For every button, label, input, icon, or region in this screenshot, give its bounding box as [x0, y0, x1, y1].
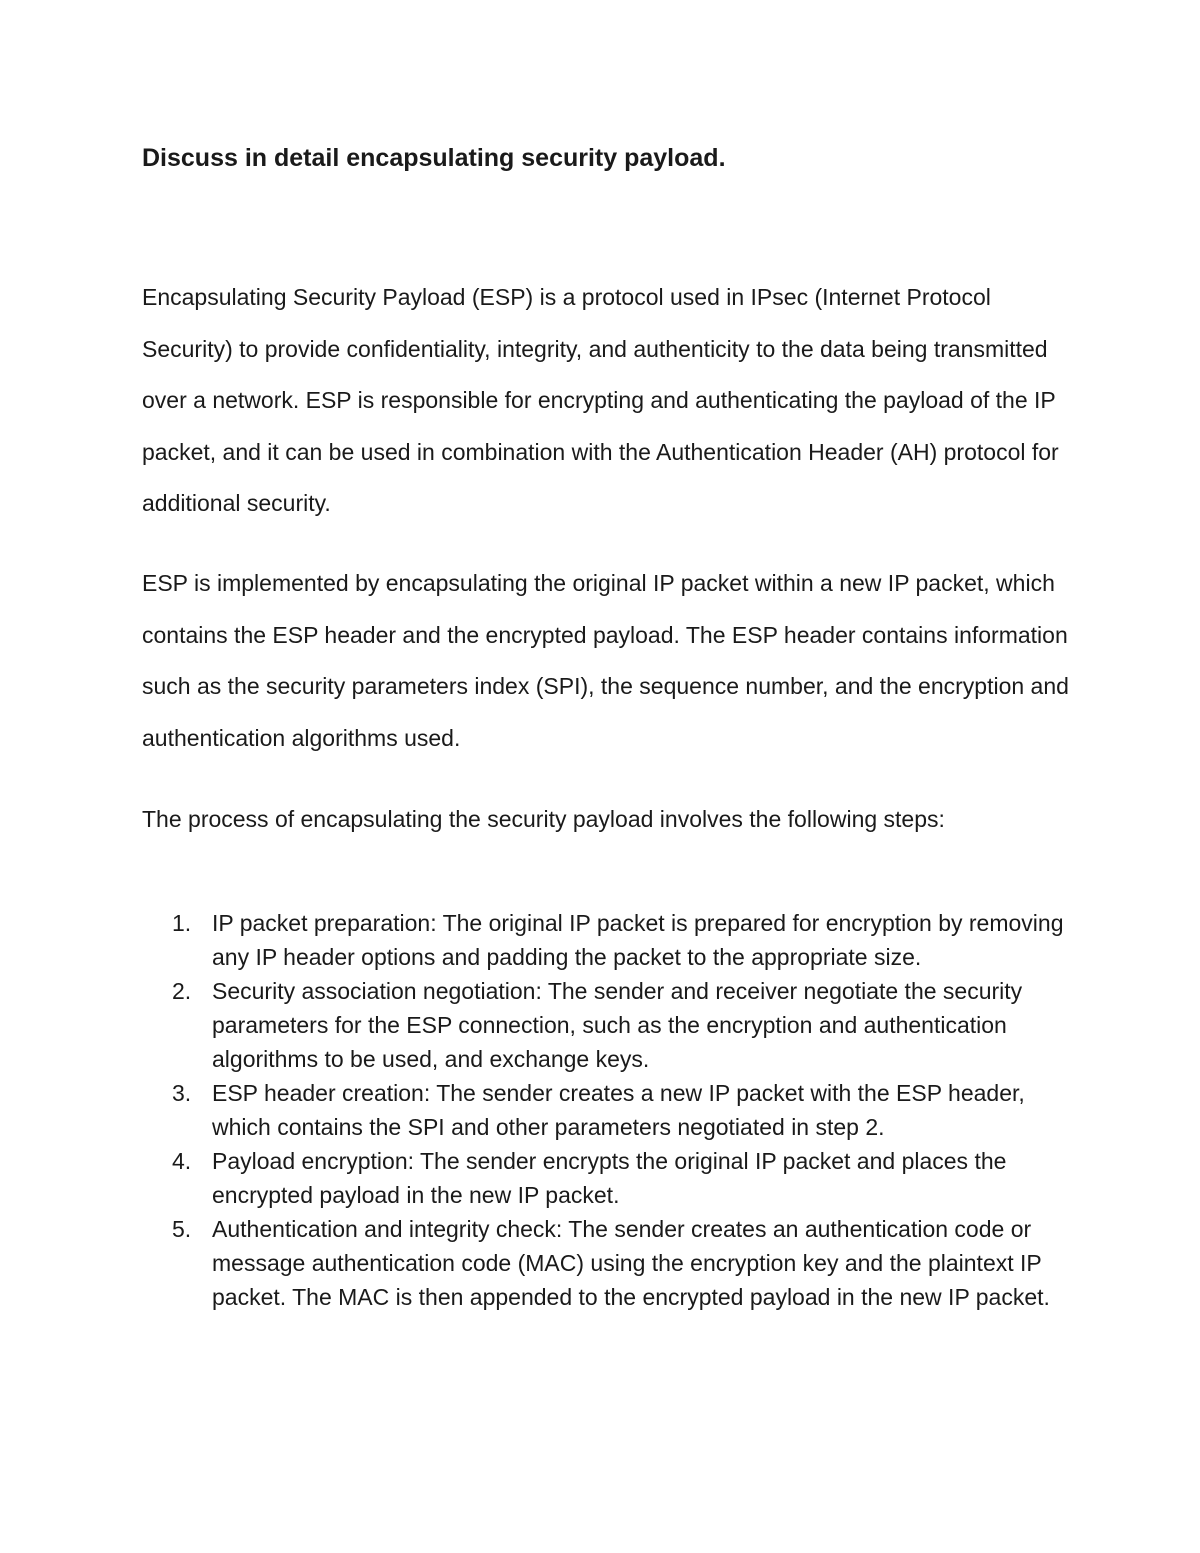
step-number: 2.: [172, 978, 192, 1004]
list-item: [172, 1076, 1072, 1144]
paragraph-process-intro: The process of encapsulating the security payload involves the following steps:: [142, 806, 945, 832]
paragraph-esp-overview: Encapsulating Security Payload (ESP) is a protocol used in IPsec (Internet Protocol Security) to provide confidentiality, integrity, and authenticity to the data being transmitted over a network. ESP is responsible for encrypting and authenticating the payload of the IP packet, and it can be used in combination with the Authentication Header (AH) protocol for additional security.: [142, 284, 1059, 517]
step-text: Payload encryption: The sender encrypts the original IP packet and places the encrypted payload in the new IP packet.: [212, 1148, 1007, 1208]
step-number: 5.: [172, 1216, 192, 1242]
paragraph-esp-implementation: ESP is implemented by encapsulating the original IP packet within a new IP packet, which contains the ESP header and the encrypted payload. The ESP header contains information such as the security parameters index (SPI), the sequence number, and the encryption and authentication algorithms used.: [142, 570, 1069, 751]
step-text: Authentication and integrity check: The sender creates an authentication code or message authentication code (MAC) using the encryption key and the plaintext IP packet. The MAC is then appended to the encrypted payload in the new IP packet.: [212, 1216, 1050, 1310]
document-title: Discuss in detail encapsulating security payload.: [142, 144, 726, 172]
step-number: 4.: [172, 1148, 192, 1174]
list-item: [172, 974, 1072, 1076]
steps-list: [172, 906, 1072, 1314]
step-number: 3.: [172, 1080, 192, 1106]
step-text: ESP header creation: The sender creates a new IP packet with the ESP header, which contains the SPI and other parameters negotiated in step 2.: [212, 1080, 1025, 1140]
step-text: Security association negotiation: The sender and receiver negotiate the security parameters for the ESP connection, such as the encryption and authentication algorithms to be used, and exchange keys.: [212, 978, 1023, 1072]
list-item: [172, 906, 1072, 974]
list-item: [172, 1144, 1072, 1212]
list-item: [172, 1212, 1072, 1314]
step-text: IP packet preparation: The original IP packet is prepared for encryption by removing any IP header options and padding the packet to the appropriate size.: [212, 910, 1064, 970]
step-number: 1.: [172, 910, 192, 936]
